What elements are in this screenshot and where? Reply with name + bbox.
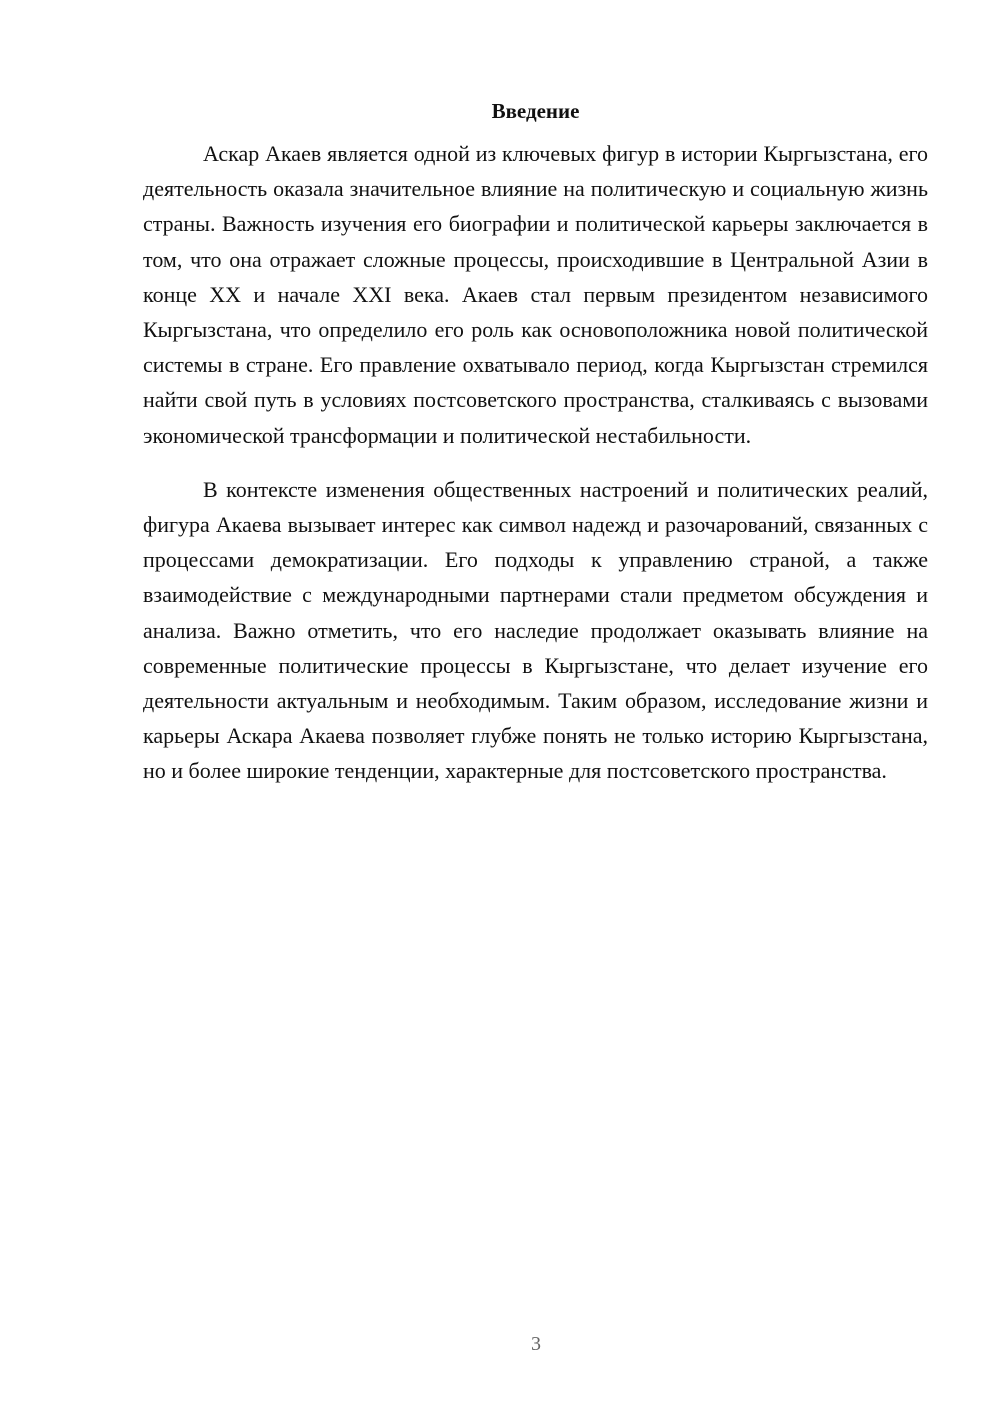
paragraph-1: Аскар Акаев является одной из ключевых фигур в истории Кыргызстана, его деятельность оказала значительное влияние на политическую и социальную жизнь страны. Важность изучения его биографии и политической карьеры заключается в том, что она отражает сложные процессы, происходившие в Центральной Азии в конце XX и начале XXI века. Акаев стал первым президентом независимого Кыргызстана, что определило его роль как основоположника новой политической системы в стране. Его правление охватывало период, когда Кыргызстан стремился найти свой путь в условиях постсоветского пространства, сталкиваясь с вызовами экономической трансформации и политической нестабильности. [143, 141, 928, 448]
paragraph-2: В контексте изменения общественных настроений и политических реалий, фигура Акаева вызывает интерес как символ надежд и разочарований, связанных с процессами демократизации. Его подходы к управлению страной, а также взаимодействие с международными партнерами стали предметом обсуждения и анализа. Важно отметить, что его наследие продолжает оказывать влияние на современные политические процессы в Кыргызстане, что делает изучение его деятельности актуальным и необходимым. Таким образом, исследование жизни и карьеры Аскара Акаева позволяет глубже понять не только историю Кыргызстана, но и более широкие тенденции, характерные для постсоветского пространства. [143, 476, 928, 784]
page-body [143, 96, 928, 789]
section-heading: Введение [491, 99, 580, 123]
page-number: 3 [531, 1333, 541, 1355]
